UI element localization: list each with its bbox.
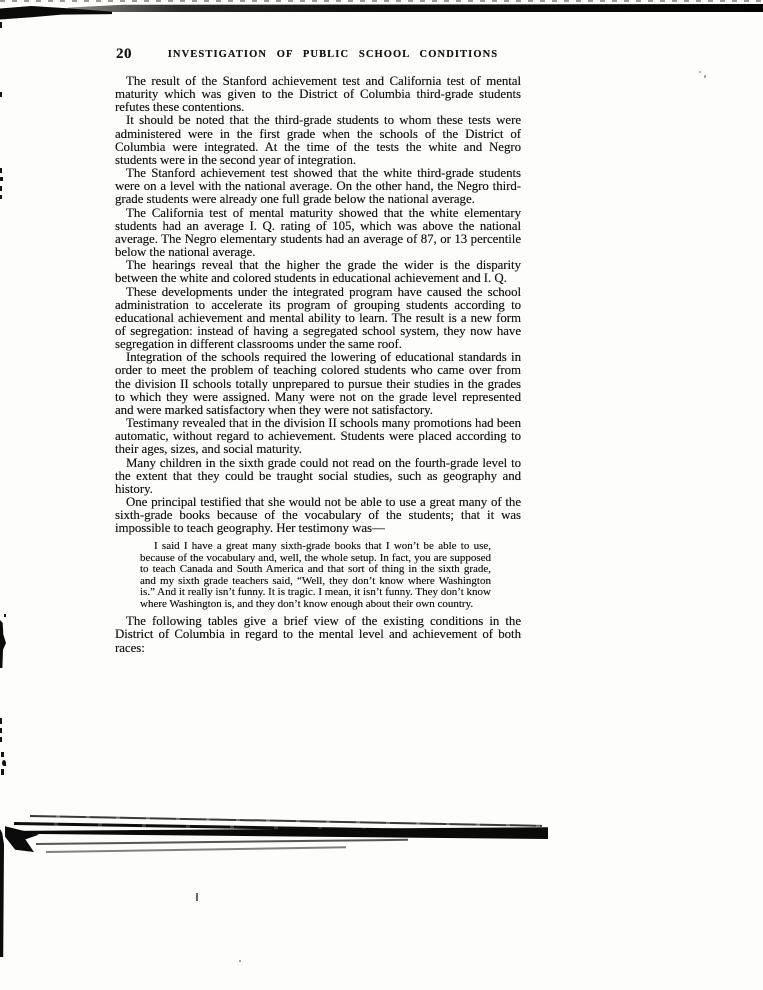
scan-noise-left-tick [0,718,2,724]
paragraph: It should be noted that the third-grade students to whom these tests were administered were in the first grade when the schools of the District of Columbia were integrated. At the time of the tests the white and Negro students were in the second year of integration. [115,113,521,167]
paragraph: The California test of mental maturity showed that the white elementary students had an average I. Q. rating of 105, which was above the national average. The Negro elementary students had an average of 87, or 13 percentile below the national average. [115,205,521,260]
scan-noise-left-tick [1,752,4,757]
testimony-blockquote: I said I have a great many sixth-grade books that I won’t be able to use, because of the vocabulary and, well, the whole setup. In fact, you are supposed to teach Canada and South America and that sort of thing in the sixth grade, and my sixth grade teachers said, “Well, they don’t know where Washington is.” And it really isn’t funny. It is tragic. I mean, it isn’t funny. They don’t know where Washington is, and they don’t know enough about their own country. [140,540,491,610]
paragraph: One principal testified that she would not be able to use a great many of the sixth-grade books because of the vocabulary of the students; that it was impossible to teach geography. Her testimony was— [115,495,521,536]
scan-streak-main-wedge [15,827,548,840]
scan-noise-top-dashed-line [0,0,763,2]
scan-noise-top-left-blob [0,6,112,20]
scan-streak-left-hook [5,824,39,852]
scan-noise-left-tick [4,614,6,617]
scan-noise-left-tick [0,195,2,199]
scan-noise-left-tick [0,186,2,191]
scan-speck-top-right [704,75,706,78]
scan-noise-left-tick [1,769,4,775]
scan-noise-left-blob [0,620,6,668]
paragraph: Many children in the sixth grade could not read on the fourth-grade level to the extent that they could be traught social studies, such as geography and history. [115,455,521,496]
paragraph: These developments under the integrated program have caused the school administration to accelerate its program of grouping students according to educational achievement and mental ability to learn. The result is a new form of segregation: instead of having a segregated school system, they now have segregation in different classrooms under the same roof. [115,284,521,352]
scan-noise-top-band [68,4,763,12]
scan-streak-thin-upper [30,815,542,827]
scan-noise-left-tick [0,168,2,173]
scan-speck-vertical [196,893,198,901]
scan-noise-left-tick [0,92,2,97]
paragraph: The Stanford achievement test showed that the white third-grade students were on a level with the national average. On the other hand, the Negro third-grade students were already one full grade below the national average. [115,166,521,207]
scan-streak-faint-lower [46,846,346,852]
scan-noise-left-tick [0,737,2,742]
scan-speck-top-right [699,71,701,73]
scan-noise-left-tick [0,728,2,733]
running-header-title: INVESTIGATION OF PUBLIC SCHOOL CONDITIONS [167,49,499,60]
scan-streak-thin-lower [36,839,408,845]
paragraph: Integration of the schools required the lowering of educational standards in order to meet the problem of teaching colored students who came over from the division II schools totally unprepared to pursue their studies in the grades to which they were assigned. Many were not on the grade level represented and were marked satisfactory when they were not satisfactory. [115,350,521,417]
scan-noise-left-tick [0,177,3,181]
closing-paragraph: The following tables give a brief view of the existing conditions in the District of Columbia in regard to the mental level and achievement of both races: [115,614,521,655]
paragraph: The result of the Stanford achievement test and California test of mental maturity which was given to the District of Columbia third-grade students refutes these contentions. [115,74,521,115]
body-text [115,75,521,655]
paragraph: Testimany revealed that in the division II schools many promotions had been automatic, without regard to achievement. Students were placed according to their ages, sizes, and social maturity. [115,416,521,457]
scan-streak-thin-mid [14,822,546,833]
scan-noise-left-curl [2,760,6,766]
scan-noise-left-tick [0,22,2,28]
paragraph: The hearings reveal that the higher the grade the wider is the disparity between the white and colored students in educational achievement and I. Q. [115,258,521,286]
text-column [115,46,521,655]
scan-speck-dot [239,960,241,962]
page-number: 20 [116,46,132,62]
running-header [115,46,521,64]
scan-noise-left-bar [0,829,4,957]
